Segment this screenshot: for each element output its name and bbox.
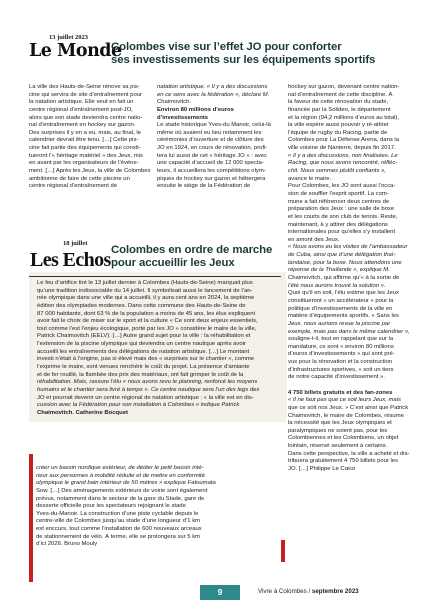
text-line: Le stade historique Yves-du Manoir, celui-là (157, 122, 271, 129)
text-line: rieur aux personnes à mobilité réduite et de mettre en conformité (36, 472, 205, 479)
text-line: l’exprime le maire, sont venues renchérir le coût du projet. La présence d’amiante (37, 364, 250, 371)
text-line: Chaimovitch, qui affirme qu’« à la sortie de (288, 275, 400, 282)
article1-column-2 (157, 84, 281, 191)
text-line: Le feu d’artifice tiré le 13 juillet dernier à Colombes (Hauts-de-Seine) marquait plus (37, 280, 253, 286)
text-line: vus pour la rénovation et la construction (288, 359, 393, 366)
text-line: hockey sur gazon, devenant centre nation- (288, 84, 400, 90)
text-line: mandature, ce sont « environ 80 millions (288, 343, 394, 350)
text-line: tueront l’« héritage matériel » des Jeux, mis (29, 152, 143, 159)
text-line: ambitionne de faire de cette piscine un (29, 175, 130, 182)
text-line: desserte officielle pour les spectateurs rejoignant le stade (36, 503, 186, 510)
text-line: « Il y a des discussions, non finalisées. Le (288, 152, 398, 159)
text-line: ville voisine de Nanterre, depuis fin 2017. (288, 145, 396, 152)
text-line: cine fait partie des équipements qui consti- (29, 145, 141, 152)
text-line: internationales pour qu’elles s’y installent (288, 229, 396, 236)
text-line: Patrick Chaimovitch (EELV). […] Autre grand sujet pour la ville : la réhabilitation et (37, 333, 251, 340)
article1-headline: Colombes vise sur l’effet JO pour conforter ses investissements sur les équipements sportifs (111, 41, 376, 66)
text-line: Chaimovitch. (157, 99, 192, 106)
text-line: cine qui servira de site d’entraînement pour (29, 91, 142, 98)
text-line: Des surprises il y en a eu, mais, au final, le (29, 129, 141, 136)
text-line: tribuera gratuitement 4 750 billets pour les (288, 458, 399, 465)
text-line: natation artistique. « Il y a des discussions (157, 84, 268, 90)
text-line: cussion avec la Fédération pour son installation à Colombes » indique Patrick (37, 402, 240, 409)
text-line: centre régional d’entraînement post-JO, (29, 106, 133, 113)
text-line: l’extension de la piscine olympique qui deviendra un centre nautique après avoir (37, 341, 246, 348)
article2-date: 18 juillet (63, 240, 88, 247)
text-line: qu’une tradition indissociable du 14 juillet. Il symbolisait aussi le lancement de l’an- (37, 287, 253, 294)
text-line: en ce sens avec la fédération », déclare M. (157, 91, 270, 98)
text-line: accueilli les entraînements des délégations de natation artistique. […] Le montant (37, 348, 250, 355)
text-line: matière d’équipements sportifs. « Sans les (288, 313, 399, 320)
intertitle: Environ 80 millions d’euros (157, 106, 234, 113)
text-line: investi n’était à l’origine, pas si élevé mais des « surprises sur le chantier », comme (37, 356, 255, 363)
text-line: tera lui aussi de cet « héritage JO » : avec (157, 152, 268, 159)
intertitle: 4 750 billets gratuits et des fan-zones (288, 389, 393, 396)
text-line: ment. […] Après les Jeux, la ville de Colombes (29, 168, 151, 175)
text-line: la natation artistique. Elle veut en fait un (29, 99, 134, 106)
text-line: est enccurs, tout comme l’installation de 600 nouveaux arceaux (36, 526, 202, 533)
text-line: cérémonies d’ouverture et de clôture des (157, 137, 264, 144)
text-line: paralympiques ne soient pas, pour les (288, 427, 388, 434)
text-line: ensuite le siège de la Fédération de (157, 183, 251, 190)
text-line: tout comme l’est l’enjeu écologique, porté par les JO » considère le maire de la ville, (37, 325, 257, 332)
text-line: exemple, mais pas dans le même calendrier », (288, 328, 410, 335)
text-line: même où avaient eu lieu notamment les (157, 129, 262, 136)
text-line: de Cuba, ainsi que d’une délégation thaï- (288, 252, 396, 259)
text-line: Colombiennes et les Colombiens, un objet (288, 435, 399, 442)
text-line: JO en 1924, en cours de rénovation, profi- (157, 145, 268, 152)
text-line: souligne-t-il, tout en rappelant que sur la (288, 336, 394, 343)
text-line: centre régional d’entraînement de (29, 183, 118, 190)
text-line: « Nous avons eu les visites de l’ambassadeur (288, 244, 408, 251)
text-line: Chaimovitch. Catherine Bocquet (37, 409, 128, 416)
accent-bar (29, 454, 33, 582)
text-line: avoir fait le choix de miser sur le sport et la culture « Ce sont deux enjeux essentiels, (37, 318, 258, 325)
text-line: préparation des Jeux : une salle de boxe (288, 206, 395, 213)
text-line: calendrier devrait être tenu. […] Cette pis- (29, 137, 139, 144)
publication-name: Vivre à Colombes (258, 588, 307, 595)
text-line: lointain, réservé seulement à certains. (288, 443, 388, 450)
article1-column-3 (288, 84, 416, 474)
divider (29, 276, 281, 277)
text-line: de notre capacité d’investissement ». (288, 374, 385, 381)
text-line: une capacité d’accueil de 12 000 specta- (157, 160, 264, 167)
article2-headline: Colombes en ordre de marche pour accueillir les Jeux (111, 244, 273, 269)
text-line: financée par la Solideo, le département (288, 106, 391, 113)
text-line: édition des olympiades modernes. Dans cette commune des Hauts-de-Seine de (37, 302, 246, 309)
text-line: née olympique dans une ville qui a accueilli, il y aura cent ans en 2024, la septième (37, 295, 255, 302)
text-line: Yves-du-Manoir. La construction d’une piste cyclable depuis le (36, 510, 199, 517)
le-monde-logo: Le Monde (29, 41, 122, 61)
text-line: « Il ne faut pas que ce soit leurs Jeux, mais (288, 397, 401, 404)
text-line: piques de hockey sur gazon et hébergera (157, 175, 266, 182)
text-line: sion de souffler l’esprit sportif. La com- (288, 190, 389, 197)
text-line: teurs, il accueillera les compétitions olym- (157, 168, 266, 175)
text-line: olympique le grand bain intérieur de 50 mètres » explique Fatoumata (36, 480, 216, 487)
issue-date: septembre 2023 (311, 588, 359, 595)
text-line: d’euros d’investissements » qui sont pré- (288, 351, 395, 358)
text-line: en avant par les organisateurs de l’événe- (29, 160, 139, 167)
text-line: la faveur de cette rénovation du stade, (288, 99, 389, 106)
text-line: Pour Colombes, les JO sont aussi l’occa- (288, 183, 396, 190)
page-number: 9 (200, 585, 240, 600)
text-line: Dans cette perspective, la ville a acheté et dis- (288, 450, 410, 457)
article1-date: 13 juillet 2023 (49, 34, 88, 41)
text-line: maintenant, à y attirer des délégations (288, 221, 388, 228)
bottom-continuation (36, 465, 284, 549)
text-line: nal d’entraînement en hockey sur gazon. (29, 122, 136, 129)
text-line: d’infrastructures sportives, « soit un tiers (288, 366, 394, 373)
text-line: que ce soit nos Jeux. » C’est ainsi que Patrick (288, 404, 409, 411)
text-line: créer un bassin nordique extérieur, de dédier le petit bassin inté- (36, 465, 204, 471)
text-line: centre-ville de Colombes jusqu’au stade d’une longueur d’1 km (36, 518, 201, 525)
text-line: Quoi qu’il en soit, l’élu estime que les Jeux (288, 290, 399, 297)
text-line: réhabilitation. Mais, rassure l’élu « nous avons revu le planning, renforcé les moyens (37, 379, 258, 386)
text-line: JO. […] Philippe Le Cœur (288, 466, 356, 473)
text-line: et la région (94,2 millions d’euros au total), (288, 114, 399, 121)
text-line: humains et le chantier sera livré à temps ». Ce centre nautique sera l’un des legs des (37, 386, 260, 393)
text-line: réponse de la Thaïlande », explique M. (288, 267, 390, 274)
text-line: mune a fait référencer deux centres de (288, 198, 390, 205)
text-line: l’équipe de rugby du Racing, partie de (288, 129, 388, 136)
text-line: en amont des Jeux. (288, 236, 340, 243)
text-line: landaise, pour la boxe. Nous attendons une (288, 259, 402, 266)
text-line: La ville des Hauts-de-Seine rénove sa pis- (29, 84, 140, 90)
text-line: nal d’entraînement de cette discipline. À (288, 91, 393, 98)
footer-publication (258, 588, 359, 595)
text-line: Racing, que nous avons rencontré, réfléc- (288, 160, 398, 167)
text-line: et de fer rouillé, la flambée des prix des matériaux, ont fait grimper le coût de la (37, 371, 244, 378)
text-line: et les courts de son club de tennis. Reste, (288, 213, 398, 220)
text-line: politique d’investissements de la ville en (288, 305, 393, 312)
article1-column-1 (29, 84, 153, 191)
text-line: avance le maire. (288, 175, 332, 182)
text-line: Chaimovitch, le maire de Colombes, résume (288, 412, 404, 419)
text-line: Sow. […] Des aménagements extérieurs de voirie sont également (36, 487, 208, 494)
text-line: la ville espère aussi pouvoir y ré-attirer (288, 122, 389, 129)
text-line: d’ici 2026. Bruno Mouly (36, 541, 98, 548)
les-echos-logo: Les Echos (30, 249, 111, 271)
text-line: prévus, notamment dans le secteur de la gare du Stade, gare de (36, 495, 205, 502)
text-line: chit. Nous sommes plutôt confiants », (288, 168, 386, 175)
separator: / (308, 588, 312, 595)
article2-body (37, 280, 287, 418)
text-line: la nécessité que les Jeux olympiques et (288, 420, 392, 427)
text-line: Jeux, nous aurions revue la piscine par (288, 320, 391, 327)
text-line: JO et pourrait devenir un centre régional de natation artistique : « la ville est en dis- (37, 394, 254, 401)
text-line: Colombes pour La Défense Arena, dans la (288, 137, 400, 144)
text-line: l’été nous aurons trouvé la solution ». (288, 282, 386, 289)
text-line: de stationnement de vélo. À terme, elle se prolongera sur 5 km (36, 533, 201, 540)
text-line: alors que son stade deviendra centre natio- (29, 114, 143, 121)
text-line: constitueront « un accélérateur » pour la (288, 297, 394, 304)
intertitle: d’investissements (157, 114, 209, 121)
text-line: 87 000 habitants, dont 63 % de la population a moins de 45 ans, les élus expliquent (37, 310, 256, 317)
accent-bar (281, 540, 285, 562)
